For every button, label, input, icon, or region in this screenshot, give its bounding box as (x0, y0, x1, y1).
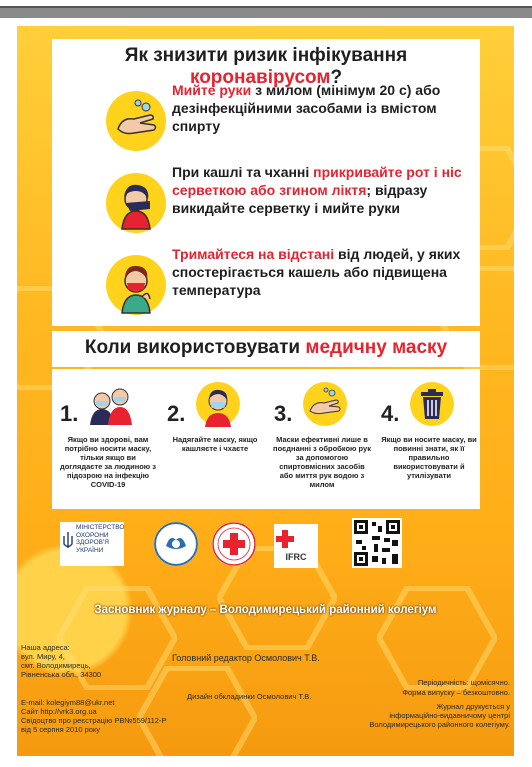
address-block (21, 643, 141, 679)
distance-icon (104, 253, 168, 317)
periodicity-line: Періодичність: щомісячно. (417, 678, 510, 687)
trident-icon (63, 532, 73, 550)
tip-emphasis: прикривайте рот і ніс серветкою або згином ліктя (172, 164, 462, 198)
ministry-logo (60, 522, 124, 566)
ministry-line: ЗДОРОВ'Я (76, 539, 109, 546)
mask-title-text: Коли використовувати (84, 337, 306, 358)
tip-distance (52, 245, 480, 325)
mask-section-header (52, 331, 480, 367)
people-masks-icon (88, 381, 134, 427)
print-line: Журнал друкується у (436, 702, 510, 711)
address-line: вул. Миру, 4, (21, 652, 65, 661)
magazine-cover (17, 26, 514, 756)
step-text: Надягайте маску, якщо кашляєте і чхаєте (172, 435, 258, 453)
step-text: Маски ефективні лише в поєднанні з обробкою рук за допомогою спиртовмісних засобів або миття рук водою з милом (273, 435, 371, 489)
top-stripe (0, 6, 532, 18)
ministry-name (76, 524, 124, 554)
ministry-line: МІНІСТЕРСТВО (76, 524, 125, 531)
top-border (0, 0, 532, 22)
tip-emphasis: Тримайтеся на відстані (172, 246, 335, 262)
ministry-line: УКРАЇНИ (76, 546, 104, 554)
ministry-line: ОХОРОНИ (76, 531, 109, 539)
cough-cover-icon (104, 171, 168, 235)
tip-text (172, 163, 472, 217)
mask-step-3 (268, 375, 375, 509)
tip-hand-washing (52, 81, 480, 161)
cover-design-credit: Дизайн обкладинки Осмолович Т.В. (187, 692, 312, 701)
tip-body: з милом (мінімум 20 с) або дезінфекційними засобами із вмістом спирту (172, 82, 441, 134)
step-number: 2. (167, 401, 186, 426)
partner-logos (52, 516, 480, 576)
mask-steps-card (52, 369, 480, 509)
print-line: Володимирецького районного колегіуму. (369, 720, 510, 729)
print-line: інформаційно-видавничому центрі (389, 711, 510, 720)
website-link[interactable]: Сайт http://vrk3.org.ua (21, 707, 97, 716)
address-line: смт. Володимирець, (21, 661, 91, 670)
trash-bin-icon (409, 381, 455, 427)
address-line: Рівненська обл., 34300 (21, 670, 102, 679)
registration-line: Свідоцтво про реєстрацію РВ№559/112-Р (21, 716, 167, 725)
prevention-title-suffix: ? (330, 67, 343, 88)
step-text: Якщо ви носите маску, ви повинні знати, як її правильно використовувати й утилізувати (381, 435, 477, 480)
periodicity-block (360, 678, 510, 697)
tip-text (172, 81, 472, 135)
print-info-block (330, 702, 510, 729)
prevention-title-accent: коронавірусом (189, 67, 331, 88)
tip-body: ; відразу викидайте серветку і мийте руки (172, 182, 428, 216)
tip-body: від людей, у яких спостерігається кашель або підвищена температура (172, 246, 461, 298)
address-line: Наша адреса: (21, 643, 70, 652)
registration-date: від 5 серпня 2010 року (21, 725, 101, 734)
mask-section-title (52, 337, 480, 359)
red-cross-ukraine-logo (212, 522, 256, 566)
person-mask-icon (195, 381, 241, 427)
ifrc-logo (274, 524, 318, 568)
tip-prefix: При кашлі та чханні (172, 164, 314, 180)
cross-crescent-icon (274, 524, 318, 552)
step-text: Якщо ви здорові, вам потрібно носити маску, тільки якщо ви доглядаєте за людиною з підозрою на інфекцію COVID-19 (59, 435, 157, 489)
chief-editor: Головний редактор Осмолович Т.В. (172, 653, 320, 663)
tip-emphasis: Мийте руки (172, 82, 252, 98)
email-link[interactable]: E-mail: kolegiym88@ukr.net (21, 698, 115, 707)
step-number: 4. (381, 401, 400, 426)
tip-text (172, 245, 472, 299)
washing-hands-icon (302, 381, 348, 427)
step-number: 3. (274, 401, 293, 426)
founder-line: Засновник журналу – Володимирецький районний колегіум (94, 604, 437, 616)
qr-code[interactable] (352, 518, 402, 568)
step-number: 1. (60, 401, 79, 426)
tip-cough-cover (52, 163, 480, 243)
mask-step-1 (54, 375, 161, 509)
ifrc-label: IFRC (285, 552, 307, 562)
release-form-line: Форма випуску – безкоштовно. (402, 687, 510, 697)
honeycomb-cell (377, 586, 497, 690)
hand-washing-icon (104, 89, 168, 153)
mask-title-accent: медичну маску (305, 337, 448, 358)
prevention-card (52, 39, 480, 326)
contacts-block (21, 698, 181, 734)
mask-step-4 (375, 375, 482, 509)
public-health-center-logo (154, 522, 198, 566)
prevention-title-text: Як знизити ризик інфікування (124, 45, 408, 66)
mask-step-2 (161, 375, 268, 509)
